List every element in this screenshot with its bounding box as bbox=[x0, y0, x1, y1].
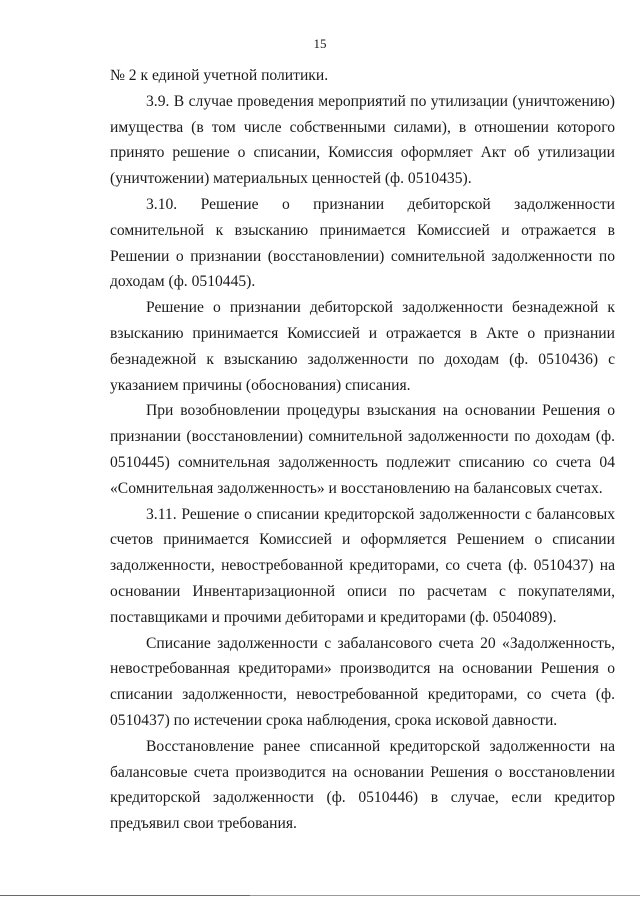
page-number: 15 bbox=[313, 36, 327, 51]
paragraph-continuation: № 2 к единой учетной политики. bbox=[110, 67, 329, 84]
paragraph-3-9: 3.9. В случае проведения мероприятий по утилизации (уничтожению) имущества (в том числе собственными силами), в отношении которого принято решение о списании, Комиссия оформляет Акт об утилизации (уничтожении) материальных ценностей (ф. 0510435). bbox=[110, 92, 615, 188]
bottom-edge-line-dark bbox=[0, 895, 250, 896]
document-body bbox=[110, 63, 615, 837]
paragraph-off-balance: Списание задолженности с забалансового счета 20 «Задолженность, невостребованная кредиторами» производится на основании Решения о списании задолженности, невостребованной кредиторами, со счета (ф. 0510437) по истечении срока наблюдения, срока исковой давности. bbox=[110, 634, 615, 729]
paragraph-restoration: Восстановление ранее списанной кредиторской задолженности на балансовые счета производится на основании Решения о восстановлении кредиторской задолженности (ф. 0510446) в случае, если кредитор предъявил свои требования. bbox=[110, 737, 615, 833]
paragraph-3-10: 3.10. Решение о признании дебиторской задолженности сомнительной к взысканию принимается Комиссией и отражается в Решении о признании (восстановлении) сомнительной задолженности по доходам (ф. 0510445). bbox=[110, 195, 615, 291]
paragraph-bad-debt: Решение о признании дебиторской задолженности безнадежной к взысканию принимается Комиссией и отражается в Акте о признании безнадежной к взысканию задолженности по доходам (ф. 0510436) с указанием причины (обоснования) списания. bbox=[110, 299, 615, 394]
paragraph-3-11: 3.11. Решение о списании кредиторской задолженности с балансовых счетов принимается Комиссией и оформляется Решением о списании задолженности, невостребованной кредиторами, со счета (ф. 0510437) на основании Инвентаризационной описи по расчетам с покупателями, поставщиками и прочими дебиторами и кредиторами (ф. 0504089). bbox=[110, 505, 615, 626]
paragraph-resumption: При возобновлении процедуры взыскания на основании Решения о признании (восстановлении) сомнительной задолженности по доходам (ф. 0510445) сомнительная задолженность подлежит списанию со счета 04 «Сомнительная задолженность» и восстановлению на балансовых счетах. bbox=[110, 402, 615, 497]
